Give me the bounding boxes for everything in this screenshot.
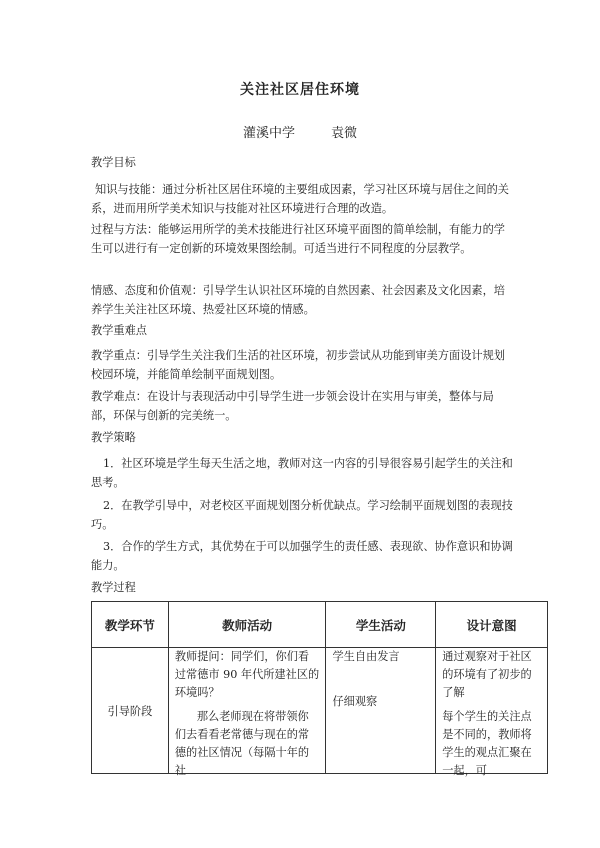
strategy-item-3: 3．合作的学生方式，其优势在于可以加强学生的责任感、表现欲、协作意识和协调能力。 — [91, 540, 513, 572]
header-stage: 教学环节 — [92, 602, 169, 648]
key-point: 教学重点：引导学生关注我们生活的社区环境，初步尝试从功能到审美方面设计规划校园环境，并能简单绘制平面规划图。 — [91, 349, 505, 381]
table-header-row — [92, 602, 548, 648]
objectives-heading: 教学目标 — [91, 156, 136, 169]
process-heading: 教学过程 — [91, 581, 136, 594]
process-table — [91, 601, 548, 777]
author-school: 灌溪中学 — [242, 126, 295, 141]
header-teacher: 教师活动 — [168, 602, 326, 648]
intent-1: 通过观察对于社区的环境有了初步的了解 — [442, 650, 532, 699]
strategy-item-1: 1．社区环境是学生每天生活之地，教师对这一内容的引导很容易引起学生的关注和思考。 — [91, 457, 513, 489]
difficulty: 教学难点：在设计与表现活动中引导学生进一步领会设计在实用与审美，整体与局部，环保与创新的完美统一。 — [91, 390, 494, 422]
cell-student — [326, 648, 436, 774]
cell-teacher — [168, 648, 326, 777]
student-activity-1: 学生自由发言 — [332, 650, 400, 663]
keypoints-heading: 教学重难点 — [91, 324, 147, 337]
objective-knowledge: 知识与技能：通过分析社区居住环境的主要组成因素，学习社区环境与居住之间的关系，进而用所学美术知识与技能对社区环境进行合理的改造。 — [91, 183, 509, 215]
page-title: 关注社区居住环境 — [240, 82, 360, 98]
intent-2: 每个学生的关注点是不同的，教师将学生的观点汇聚在一起，可 — [442, 710, 532, 777]
teacher-activity-1: 教师提问：同学们，你们看过常德市 90 年代所建社区的环境吗？ — [174, 650, 320, 699]
student-activity-2: 仔细观察 — [332, 695, 378, 708]
author-line — [0, 122, 600, 141]
stage-label: 引导阶段 — [107, 704, 153, 718]
author-name: 袁微 — [331, 126, 358, 141]
cell-stage — [92, 648, 169, 774]
cell-intent — [436, 648, 548, 777]
header-student: 学生活动 — [326, 602, 436, 648]
strategy-item-2: 2．在教学引导中，对老校区平面规划图分析优缺点。学习绘制平面规划图的表现技巧。 — [91, 499, 513, 531]
teacher-activity-2: 那么老师现在将带领你们去看看老常德与现在的常德的社区情况（每隔十年的社 — [174, 710, 310, 777]
strategy-heading: 教学策略 — [91, 431, 136, 444]
table-row — [92, 648, 548, 774]
objective-values: 情感、态度和价值观：引导学生认识社区环境的自然因素、社会因素及文化因素，培养学生关注社区环境、热爱社区环境的情感。 — [91, 284, 505, 316]
objective-process: 过程与方法：能够运用所学的美术技能进行社区环境平面图的简单绘制，有能力的学生可以进行有一定创新的环境效果图绘制。可适当进行不同程度的分层教学。 — [91, 223, 505, 255]
header-intent: 设计意图 — [436, 602, 548, 648]
